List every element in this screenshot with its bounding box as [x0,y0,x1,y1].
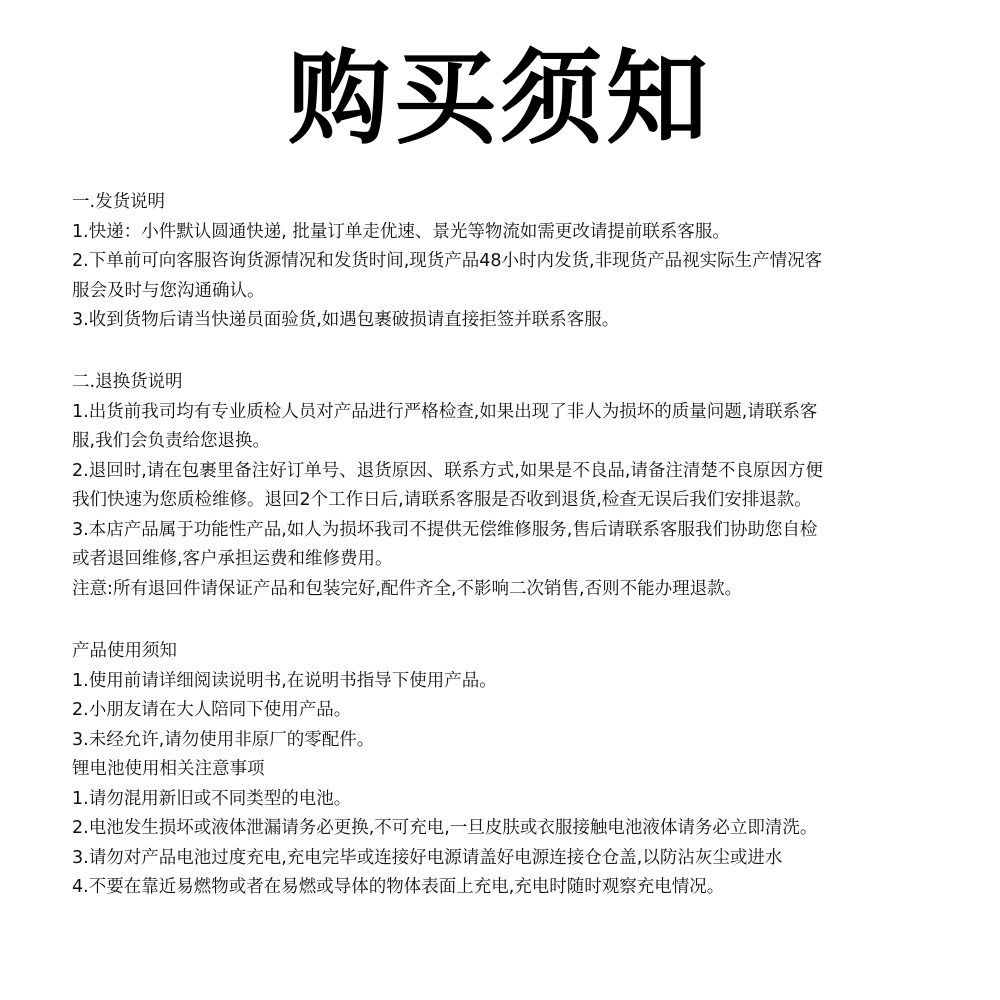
returns-line: 我们快速为您质检维修。退回2个工作日后,请联系客服是否收到退货,检查无误后我们安排退款。 [72,490,812,510]
returns-section [72,368,952,604]
battery-line: 4.不要在靠近易燃物或者在易燃或导体的物体表面上充电,充电时随时观察充电情况。 [72,877,725,897]
shipping-section [72,188,952,336]
returns-heading: 二.退换货说明 [72,372,183,392]
usage-section [72,637,952,903]
battery-line: 1.请勿混用新旧或不同类型的电池。 [72,788,352,809]
usage-line: 1.使用前请详细阅读说明书,在说明书指导下使用产品。 [72,670,497,691]
usage-line: 3.未经允许,请勿使用非原厂的零配件。 [72,729,375,750]
returns-line: 或者退回维修,客户承担运费和维修费用。 [72,549,393,569]
shipping-line: 服会及时与您沟通确认。 [72,280,265,301]
battery-line: 2.电池发生损坏或液体泄漏请务必更换,不可充电,一旦皮肤或衣服接触电池液体请务必立即清洗。 [72,818,818,838]
shipping-line: 2.下单前可向客服咨询货源情况和发货时间,现货产品48小时内发货,非现货产品视实际生产情况客 [72,251,823,271]
shipping-heading: 一.发货说明 [72,192,166,212]
shipping-line: 1.快递：小件默认圆通快递, 批量订单走优速、景光等物流如需更改请提前联系客服。 [72,221,730,242]
battery-subheading: 锂电池使用相关注意事项 [72,759,265,779]
returns-line: 服,我们会负责给您退换。 [72,431,271,451]
returns-notice: 注意:所有退回件请保证产品和包装完好,配件齐全,不影响二次销售,否则不能办理退款。 [72,578,743,599]
returns-line: 3.本店产品属于功能性产品,如人为损坏我司不提供无偿维修服务,售后请联系客服我们协助您自检 [72,519,818,540]
page-title: 购买须知 [288,40,712,159]
usage-heading: 产品使用须知 [72,641,177,661]
usage-line: 2.小朋友请在大人陪同下使用产品。 [72,700,352,720]
returns-line: 2.退回时,请在包裹里备注好订单号、退货原因、联系方式,如果是不良品,请备注清楚不良原因方便 [72,460,823,481]
battery-line: 3.请勿对产品电池过度充电,充电完毕或连接好电源请盖好电源连接仓仓盖,以防沾灰尘或进水 [72,847,783,868]
returns-line: 1.出货前我司均有专业质检人员对产品进行严格检查,如果出现了非人为损坏的质量问题,请联系客 [72,401,818,422]
shipping-line: 3.收到货物后请当快递员面验货,如遇包裹破损请直接拒签并联系客服。 [72,310,620,330]
